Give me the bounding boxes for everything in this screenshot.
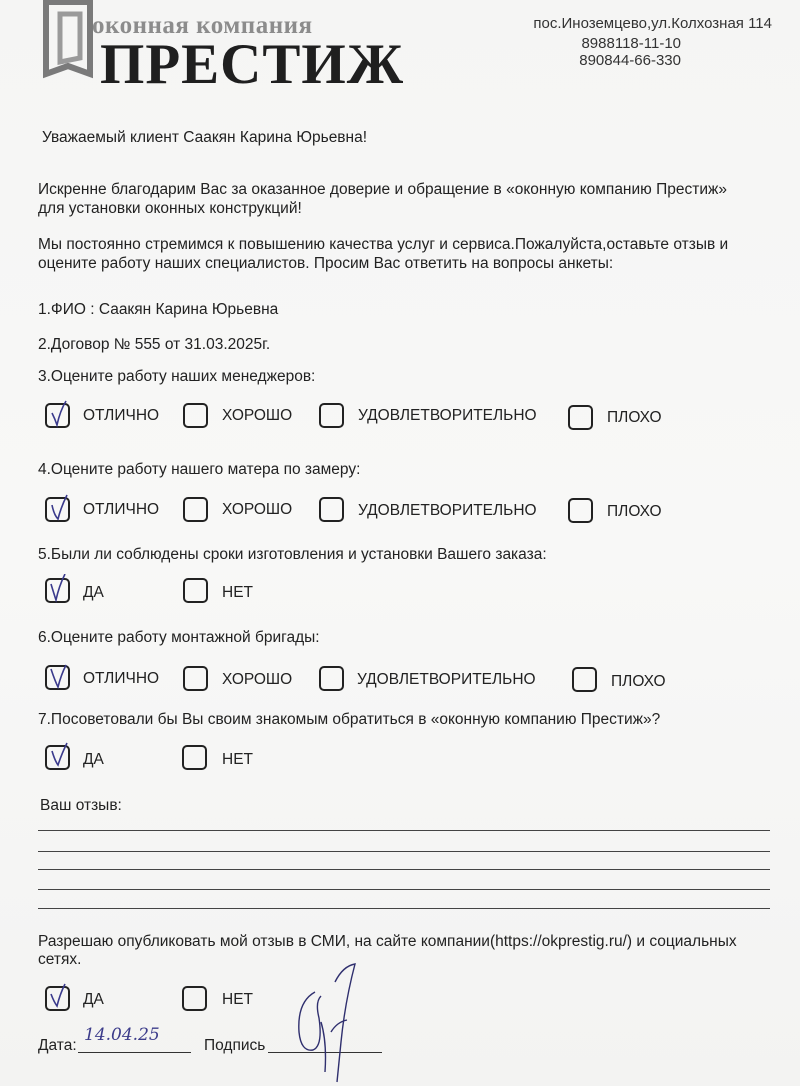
contract-line: 2.Договор № 555 от 31.03.2025г. [38,336,271,353]
q3-option-bad-label: ПЛОХО [607,409,662,426]
q7-option-no-label: НЕТ [222,751,253,768]
date-underline [78,1052,191,1053]
intro-line-4: оцените работу наших специалистов. Просим Вас ответить на вопросы анкеты: [38,255,614,272]
intro-line-3: Мы постоянно стремимся к повышению качества услуг и сервиса.Пожалуйста,оставьте отзыв и [38,236,729,253]
date-value[interactable]: 14.04.25 [84,1025,160,1045]
q6-option-good-label: ХОРОШО [222,671,293,688]
q4-bad-checkbox[interactable] [568,498,593,523]
date-label: Дата: [38,1037,77,1054]
q5-no-checkbox[interactable] [183,578,208,603]
checkmark-icon [48,741,72,771]
q6-option-bad-label: ПЛОХО [611,673,666,690]
review-label: Ваш отзыв: [40,797,122,814]
question-3-text: 3.Оцените работу наших менеджеров: [38,368,316,385]
q7-yes-checkbox[interactable] [45,745,70,770]
q6-option-satisfactory-label: УДОВЛЕТВОРИТЕЛЬНО [357,671,536,688]
company-address: пос.Иноземцево,ул.Колхозная 114 [533,15,772,32]
logo-title: ПРЕСТИЖ [100,33,405,96]
q7-option-yes-label: ДА [83,751,104,768]
q6-satisfactory-checkbox[interactable] [319,666,344,691]
q6-good-checkbox[interactable] [183,666,208,691]
consent-no-checkbox[interactable] [182,986,207,1011]
handwritten-signature[interactable] [285,962,365,1086]
checkmark-icon [48,399,72,429]
logo-subtitle: оконная компания [92,12,313,39]
q5-yes-checkbox[interactable] [45,578,70,603]
consent-option-yes-label: ДА [83,991,104,1008]
question-5-text: 5.Были ли соблюдены сроки изготовления и установки Вашего заказа: [38,546,547,563]
q4-good-checkbox[interactable] [183,497,208,522]
q4-option-satisfactory-label: УДОВЛЕТВОРИТЕЛЬНО [358,502,537,519]
q3-satisfactory-checkbox[interactable] [319,403,344,428]
checkmark-icon [48,661,72,691]
consent-option-no-label: НЕТ [222,991,253,1008]
review-line-1[interactable] [38,830,770,831]
fio-line: 1.ФИО : Саакян Карина Юрьевна [38,301,279,318]
q4-option-excellent-label: ОТЛИЧНО [83,501,160,518]
review-line-3[interactable] [38,869,770,870]
question-6-text: 6.Оцените работу монтажной бригады: [38,629,320,646]
review-line-5[interactable] [38,908,770,909]
greeting: Уважаемый клиент Саакян Карина Юрьевна! [42,129,368,146]
q4-option-bad-label: ПЛОХО [607,503,662,520]
checkmark-icon [48,493,72,523]
question-4-text: 4.Оцените работу нашего матера по замеру: [38,461,361,478]
question-7-text: 7.Посоветовали бы Вы своим знакомым обратиться в «оконную компанию Престиж»? [38,711,661,728]
q6-bad-checkbox[interactable] [572,667,597,692]
q3-option-good-label: ХОРОШО [222,407,293,424]
q3-bad-checkbox[interactable] [568,405,593,430]
q3-excellent-checkbox[interactable] [45,403,70,428]
q4-satisfactory-checkbox[interactable] [319,497,344,522]
company-phone-1: 8988118-11-10 [581,35,681,52]
review-line-4[interactable] [38,889,770,890]
q6-option-excellent-label: ОТЛИЧНО [83,670,160,687]
q3-option-satisfactory-label: УДОВЛЕТВОРИТЕЛЬНО [358,407,537,424]
intro-line-1: Искренне благодарим Вас за оказанное доверие и обращение в «оконную компанию Престиж» [38,181,727,198]
q4-option-good-label: ХОРОШО [222,501,293,518]
checkmark-icon [48,982,72,1012]
consent-line-1: Разрешаю опубликовать мой отзыв в СМИ, на сайте компании(https://okprestig.ru/) и социальных [38,933,737,950]
company-phone-2: 890844-66-330 [579,52,681,69]
q5-option-yes-label: ДА [83,584,104,601]
q6-excellent-checkbox[interactable] [45,665,70,690]
consent-yes-checkbox[interactable] [45,986,70,1011]
q3-option-excellent-label: ОТЛИЧНО [83,407,160,424]
q7-no-checkbox[interactable] [182,745,207,770]
review-line-2[interactable] [38,851,770,852]
q3-good-checkbox[interactable] [183,403,208,428]
q4-excellent-checkbox[interactable] [45,497,70,522]
signature-label: Подпись [204,1037,266,1054]
q5-option-no-label: НЕТ [222,584,253,601]
consent-line-2: сетях. [38,951,82,968]
checkmark-icon [48,574,72,604]
intro-line-2: для установки оконных конструкций! [38,200,302,217]
